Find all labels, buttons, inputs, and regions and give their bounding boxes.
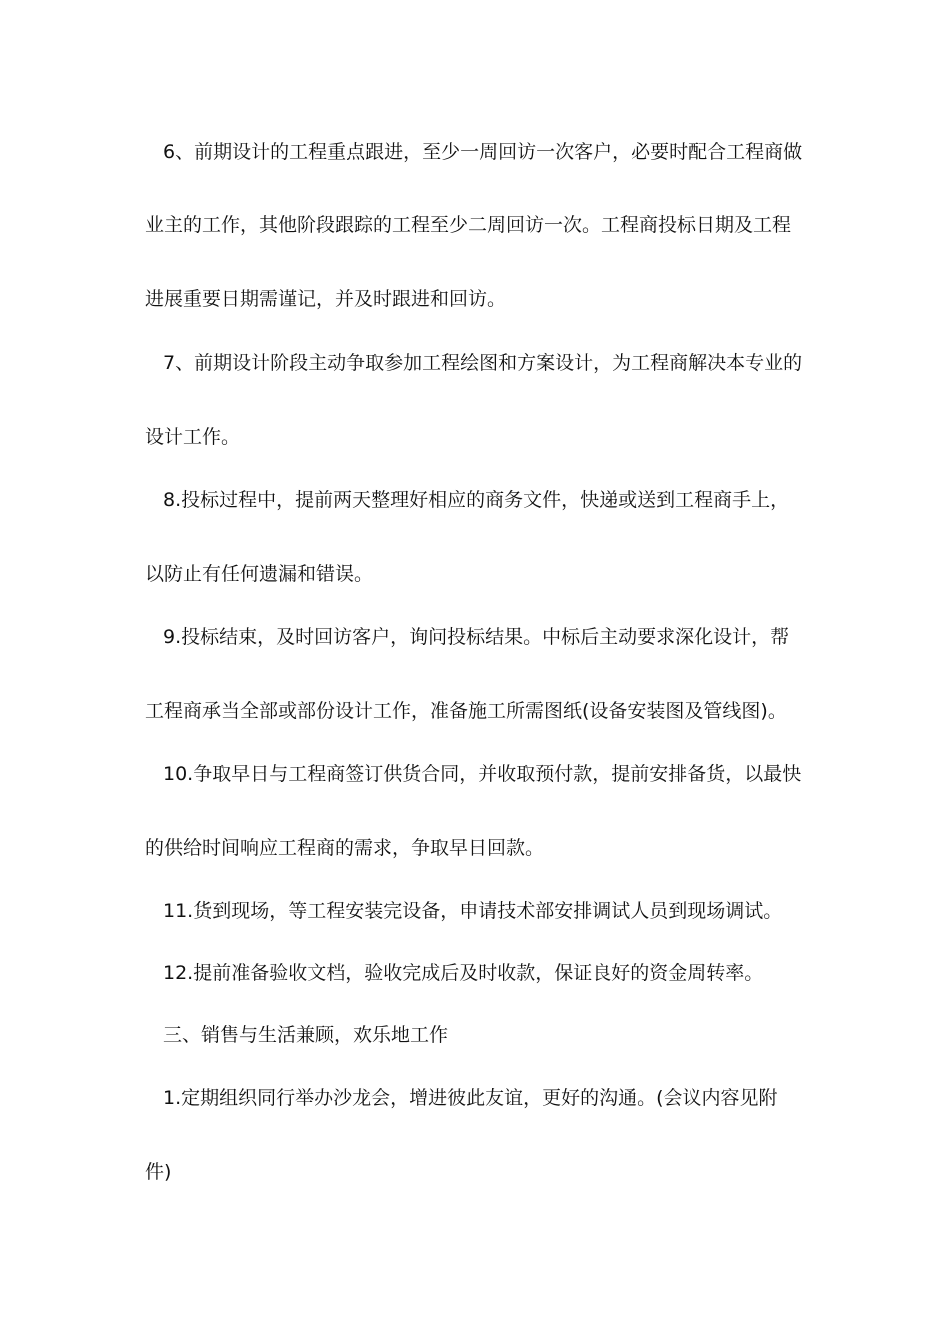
- paragraph-7-line-2: 设计工作。: [145, 426, 241, 448]
- paragraph-7-line-1: 7、前期设计阶段主动争取参加工程绘图和方案设计，为工程商解决本专业的: [163, 352, 803, 374]
- paragraph-12: 12.提前准备验收文档，验收完成后及时收款，保证良好的资金周转率。: [163, 962, 764, 984]
- section-3-item-1-line-2: 件): [145, 1161, 172, 1183]
- paragraph-6-line-2: 业主的工作，其他阶段跟踪的工程至少二周回访一次。工程商投标日期及工程: [145, 214, 792, 236]
- paragraph-8-line-2: 以防止有任何遗漏和错误。: [145, 563, 374, 585]
- paragraph-9-line-1: 9.投标结束，及时回访客户，询问投标结果。中标后主动要求深化设计，帮: [163, 626, 790, 648]
- paragraph-10-line-1: 10.争取早日与工程商签订供货合同，并收取预付款，提前安排备货，以最快: [163, 763, 802, 785]
- paragraph-8-line-1: 8.投标过程中，提前两天整理好相应的商务文件，快递或送到工程商手上，: [163, 489, 790, 511]
- paragraph-6-line-3: 进展重要日期需谨记，并及时跟进和回访。: [145, 288, 507, 310]
- paragraph-9-line-2: 工程商承当全部或部份设计工作，准备施工所需图纸(设备安装图及管线图)。: [145, 700, 787, 722]
- section-heading-3: 三、销售与生活兼顾，欢乐地工作: [163, 1024, 449, 1046]
- paragraph-11: 11.货到现场，等工程安装完设备，申请技术部安排调试人员到现场调试。: [163, 900, 783, 922]
- section-3-item-1-line-1: 1.定期组织同行举办沙龙会，增进彼此友谊，更好的沟通。(会议内容见附: [163, 1087, 778, 1109]
- paragraph-6-line-1: 6、前期设计的工程重点跟进，至少一周回访一次客户，必要时配合工程商做: [163, 141, 803, 163]
- paragraph-10-line-2: 的供给时间响应工程商的需求，争取早日回款。: [145, 837, 545, 859]
